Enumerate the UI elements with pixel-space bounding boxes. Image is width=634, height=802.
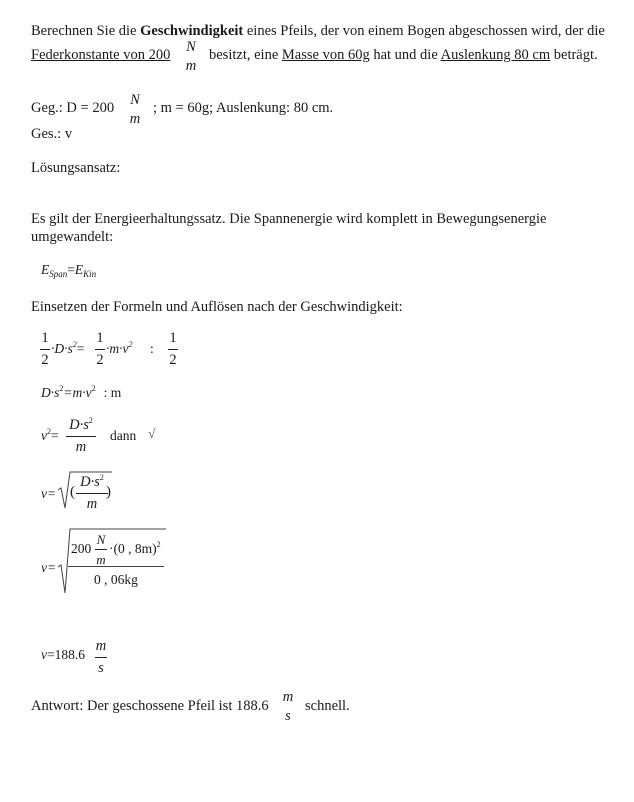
- answer-suffix: schnell.: [305, 698, 350, 714]
- insert-text: Einsetzen der Formeln und Auflösen nach der Geschwindigkeit:: [31, 299, 403, 315]
- sought-line: Ges.: v: [31, 126, 73, 142]
- sqrt-symbol: √: [148, 426, 156, 441]
- divisor-fraction: 1 2: [169, 330, 177, 368]
- answer-prefix: Antwort: Der geschossene Pfeil ist 188.6: [31, 698, 269, 714]
- result-variable: v: [41, 647, 47, 662]
- unit-n-m-6: N m: [96, 532, 106, 567]
- approach-label: Lösungsansatz:: [31, 160, 121, 176]
- task-line-1: Berechnen Sie die Geschwindigkeit eines Pfeils, der von einem Bogen abgeschossen wird, der die: [31, 23, 605, 39]
- fraction-bar-6: [68, 566, 164, 567]
- deflection-phrase: Auslenkung 80 cm: [440, 47, 551, 63]
- given-prefix: Geg.: D = 200: [31, 100, 115, 116]
- spring-constant-phrase: Federkonstante von 200: [31, 47, 171, 63]
- mass-phrase: Masse von 60g: [281, 47, 370, 63]
- given-unit: N m: [129, 92, 141, 127]
- result-unit: m s: [95, 638, 107, 676]
- energy-text-1: Es gilt der Energieerhaltungssatz. Die Spannenergie wird komplett in Bewegungsenergie: [31, 211, 547, 227]
- root-fraction-5: $D\cdot s^2$ m: [76, 475, 108, 511]
- half-fraction-left: 1 2: [41, 330, 49, 368]
- given-rest: ; m = 60g; Auslenkung: 80 cm.: [153, 100, 334, 116]
- result-value: =188.6: [47, 647, 85, 662]
- equation-energy-conservation: $E_{Span}=E_{Kin}$: [41, 262, 97, 279]
- answer-unit: m s: [282, 689, 294, 724]
- energy-text-2: umgewandelt:: [31, 229, 114, 245]
- equation-simplified: $D\cdot s^2=m\cdot v^2$ : m: [41, 384, 122, 400]
- task-line-2: besitzt, eine Masse von 60g hat und die Auslenkung 80 cm beträgt.: [209, 47, 598, 63]
- keyword-geschwindigkeit: Geschwindigkeit: [140, 23, 244, 39]
- numerator-200: 200: [71, 541, 92, 556]
- denominator-mass: 0 , 06kg: [94, 572, 138, 587]
- v-squared-fraction: $D\cdot s^2$ m: [66, 418, 96, 454]
- half-fraction-right: 1 2: [96, 330, 104, 368]
- unit-n-per-m: N m: [185, 39, 197, 74]
